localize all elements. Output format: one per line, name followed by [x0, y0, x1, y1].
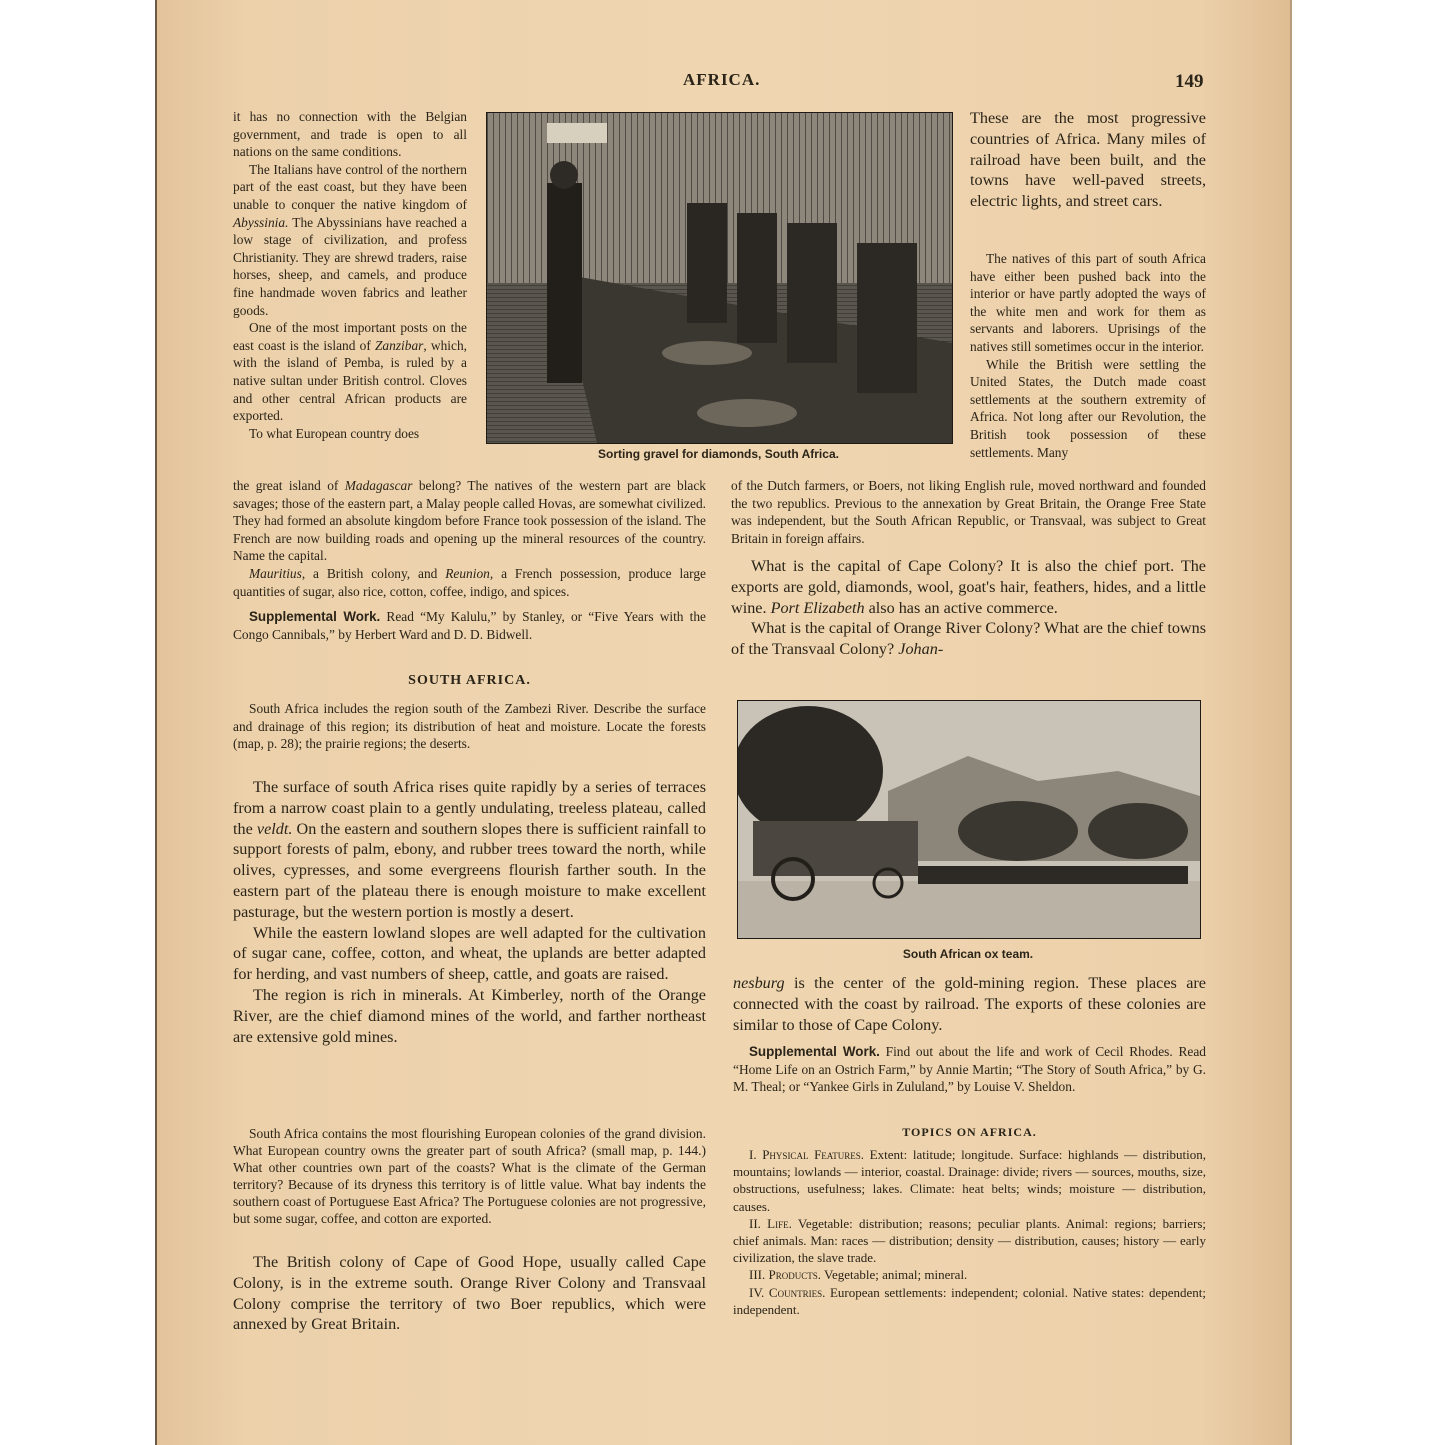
paragraph: The natives of this part of south Africa have either been pushed back into the interior or have partly adopted the ways of the white men and work for them as servants and laborers. Uprisings of the natives still sometimes occur in the interior.: [970, 251, 1206, 354]
ox-team-illustration: [737, 700, 1201, 939]
supplemental-work: Supplemental Work. Read “My Kalulu,” by Stanley, or “Five Years with the Congo Cannibals,” by Herbert Ward and D. D. Bidwell.: [233, 609, 706, 642]
south-africa-intro: [233, 700, 706, 753]
page-number: 149: [1175, 71, 1204, 92]
topic-item: II. Life. Vegetable: distribution; reasons; peculiar plants. Animal: regions; barriers; chief animals. Man: races — distribution; density — distribution, causes; history — early civilization, the slave trade.: [733, 1215, 1206, 1266]
supplemental-work-2: [733, 1043, 1206, 1096]
paragraph: While the British were settling the United States, the Dutch made coast settlements at the southern extremity of Africa. Not long after our Revolution, the British took possession of these settlements. Many: [970, 356, 1206, 460]
topic-item: III. Products. Vegetable; animal; mineral.: [749, 1267, 968, 1283]
right-middle-column-large: [731, 556, 1206, 660]
section-heading: SOUTH AFRICA.: [408, 673, 531, 688]
south-africa-body: [233, 777, 706, 1047]
right-top-column-lead: [970, 108, 1206, 212]
paragraph: What is the capital of Cape Colony? It is also the chief port. The exports are gold, diamonds, wool, goat's hair, feathers, hides, and a little wine. Port Elizabeth also has an active commerce.: [731, 557, 1206, 617]
paragraph: While the eastern lowland slopes are well adapted for the cultivation of sugar cane, coffee, cotton, and wheat, the uplands are better adapted for herding, and vast numbers of sheep, cattle, and goats are raised.: [233, 923, 706, 984]
south-africa-colonies: [233, 1252, 706, 1335]
paragraph: The surface of south Africa rises quite rapidly by a series of terraces from a narrow coast plain to a gently undulating, treeless plateau, called the veldt. On the eastern and southern slopes there is sufficient rainfall to support forests of palm, ebony, and rubber trees toward the north, while olives, cypresses, and some evergreens flourish farther south. In the eastern part of the plateau there is enough moisture to make excellent pasturage, but the western portion is mostly a desert.: [233, 778, 706, 921]
paragraph: the great island of Madagascar belong? The natives of the western part are black savages; those of the eastern part, a Malay people called Hovas, are somewhat civilized. They had formed an absolute kingdom before France took possession of the island. The French are now building roads and opening up the mineral resources of the country. Name the capital.: [233, 478, 707, 564]
right-bottom-column: [733, 973, 1206, 1035]
topic-item: IV. Countries. European settlements: independent; colonial. Native states: dependent; independent.: [733, 1284, 1206, 1317]
running-header: AFRICA.: [683, 70, 761, 89]
paragraph: of the Dutch farmers, or Boers, not liking English rule, moved northward and founded the two republics. Previous to the annexation by Great Britain, the Orange Free State was independent, but the South African Republic, or Transvaal, was subject to Great Britain in foreign affairs.: [731, 478, 1206, 546]
diamond-sorting-illustration: [486, 112, 953, 444]
right-top-column: [970, 250, 1206, 461]
engraving-icon: [738, 701, 1200, 938]
topic-item: I. Physical Features. Extent: latitude; longitude. Surface: highlands — distribution, mountains; lowlands — interior, coastal. Drainage: divide; rivers — sources, mouths, size, obstructions, usefulness; lakes. Climate: heat belts; winds; moisture — distribution, causes.: [733, 1147, 1206, 1214]
topics-heading: TOPICS ON AFRICA.: [902, 1125, 1037, 1139]
paragraph: What is the capital of Orange River Colony? What are the chief towns of the Transvaal Colony? Johan-: [731, 619, 1206, 659]
madagascar-section: [233, 477, 706, 643]
paragraph: One of the most important posts on the east coast is the island of Zanzibar, which, with the island of Pemba, is ruled by a native sultan under British control. Cloves and other central African products are exported.: [233, 320, 467, 424]
paragraph: South Africa includes the region south of the Zambezi River. Describe the surface and drainage of this region; its distribution of heat and moisture. Locate the forests (map, p. 28); the prairie regions; the deserts.: [233, 701, 706, 752]
paragraph: To what European country does: [249, 425, 420, 441]
paragraph: it has no connection with the Belgian government, and trade is open to all nations on the same conditions.: [233, 109, 467, 160]
paragraph: Supplemental Work. Find out about the life and work of Cecil Rhodes. Read “Home Life on an Ostrich Farm,” by Annie Martin; “The Story of South Africa,” by G. M. Theal; or “Yankee Girls in Zululand,” by Louise V. Sheldon.: [733, 1044, 1206, 1095]
engraving-icon: [487, 113, 952, 443]
paragraph: nesburg is the center of the gold-mining region. These places are connected with the coast by railroad. The exports of these colonies are similar to those of Cape Colony.: [733, 974, 1206, 1034]
paragraph: The Italians have control of the northern part of the east coast, but they have been unable to conquer the native kingdom of Abyssinia. The Abyssinians have reached a low stage of civilization, and profess Christianity. They are shrewd traders, raise horses, sheep, and camels, and produce fine handmade woven fabrics and leather goods.: [233, 161, 467, 318]
paragraph: South Africa contains the most flourishing European colonies of the grand division. What European country owns the greater part of south Africa? (small map, p. 144.) What other countries own part of the coasts? What is the climate of the German territory? Because of its dryness this territory is of little value. What bay indents the southern coast of Portuguese East Africa? The Portuguese colonies are not progressive, but some sugar, coffee, and cotton are exported.: [233, 1126, 706, 1226]
south-africa-questions: [233, 1125, 706, 1227]
paragraph: Mauritius, a British colony, and Reunion, a French possession, produce large quantities of sugar, also rice, cotton, coffee, indigo, and spices.: [233, 565, 707, 599]
topics-list: [733, 1146, 1206, 1318]
book-page: [155, 0, 1292, 1445]
left-top-column: [233, 108, 467, 442]
ox-team-caption: South African ox team.: [902, 947, 1034, 961]
paragraph: The British colony of Cape of Good Hope, usually called Cape Colony, is in the extreme south. Orange River Colony and Transvaal Colony comprise the territory of two Boer republics, which were annexed by Great Britain.: [233, 1253, 706, 1334]
diamond-figure-caption: Sorting gravel for diamonds, South Africa.: [598, 447, 839, 461]
right-middle-column: [731, 477, 1206, 547]
paragraph: The region is rich in minerals. At Kimberley, north of the Orange River, are the chief diamond mines of the world, and farther northeast are extensive gold mines.: [233, 985, 706, 1046]
paragraph: These are the most progressive countries of Africa. Many miles of railroad have been built, and the towns have well-paved streets, electric lights, and street cars.: [970, 109, 1206, 211]
